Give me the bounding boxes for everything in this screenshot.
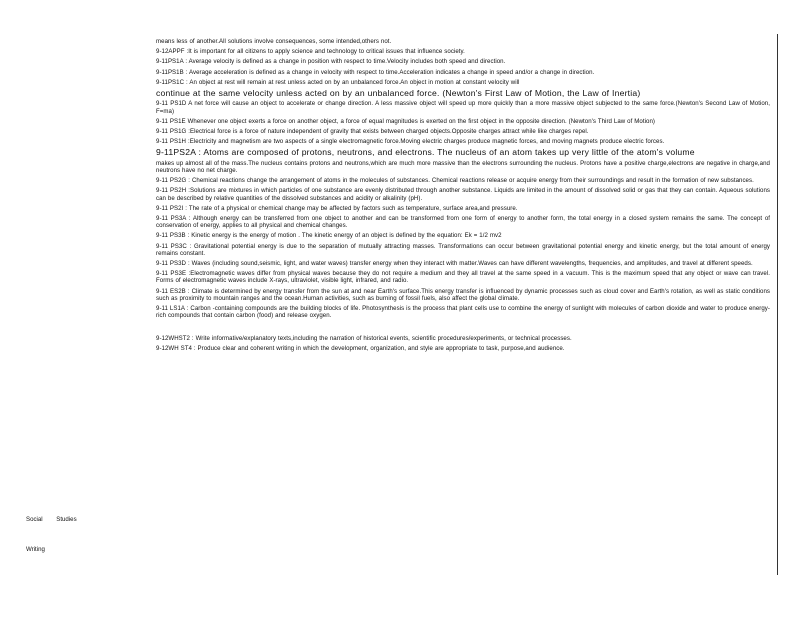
- standard-ps1d: 9-11 PS1D A net force will cause an object to accelerate or change direction. A less massive object will speed up more quickly than a more massive object subjected to the same force.(Newton's Second Law of Motion, F=ma): [156, 100, 770, 115]
- standard-ls1a: 9-11 LS1A : Carbon -containing compounds are the building blocks of life. Photosynthesis is the process that plant cells use to combine the energy of sunlight with molecules of carbon dioxide and water to produce energy-rich compounds that contain carbon (food) and release oxygen.: [156, 305, 770, 320]
- standard-ps3b: 9-11 PS3B : Kinetic energy is the energy of motion . The kinetic energy of an object is defined by the equation: Ek = 1/2 mv2: [156, 232, 502, 240]
- standard-ps2a-continued: makes up almost all of the mass.The nucleus contains protons and neutrons,which are much more massive than the electrons surrounding the nucleus. Protons have a positive charge,electrons are negative in charge,and neutrons have no net charge.: [156, 159, 770, 175]
- standard-ps1h: 9-11 PS1H :Electricity and magnetism are two aspects of a single electromagnetic force.Moving electric charges produce magnetic forces, and moving magnets produce electric forces.: [156, 138, 665, 146]
- standard-whst2: 9-12WHST2 : Write informative/explanatory texts,including the narration of historical events, scientific procedures/experiments, or technical processes.: [156, 334, 572, 342]
- standards-text: [156, 38, 770, 355]
- standard-ps1a: 9-11PS1A : Average velocity is defined as a change in position with respect to time.Velocity includes both speed and direction.: [156, 58, 506, 66]
- standard-ps1b: 9-11PS1B : Average acceleration is defined as a change in velocity with respect to time.Acceleration indicates a change in speed and/or a change in direction.: [156, 68, 595, 76]
- column-rule: [777, 34, 778, 575]
- standard-ps1g: 9-11 PS1G :Electrical force is a force of nature independent of gravity that exists between charged objects.Opposite charges attract while like charges repel.: [156, 128, 589, 136]
- standard-ps1e: 9-11 PS1E Whenever one object exerts a force on another object, a force of equal magnitudes is exerted on the first object in the opposite direction. (Newton's Third Law of Motion): [156, 117, 655, 125]
- standard-es2b: 9-11 ES2B : Climate is determined by energy transfer from the sun at and near Earth's surface.This energy transfer is influenced by dynamic processes such as cloud cover and Earth's rotation, as well as static conditions such as proximity to mountain ranges and the ocean.Human activities, such as burning of fossil fuels, also affect the global climate.: [156, 287, 770, 302]
- standard-ps2i: 9-11 PS2I : The rate of a physical or chemical change may be affected by factors such as temperature, surface area,and pressure.: [156, 204, 518, 212]
- side-label-writing: Writing: [26, 546, 45, 553]
- text-line-intro: means less of another.All solutions involve consequences, some intended,others not.: [156, 38, 392, 45]
- standard-ps2a: 9-11PS2A : Atoms are composed of protons, neutrons, and electrons. The nucleus of an atom takes up very little of the atom's volume: [156, 147, 695, 158]
- side-label-social-studies: Social Studies: [26, 516, 77, 523]
- standard-app: 9-12APPF :It is important for all citizens to apply science and technology to critical issues that influence society.: [156, 48, 465, 56]
- standard-ps3c: 9-11 PS3C : Gravitational potential energy is due to the separation of mutually attracting masses. Transformations can occur between gravitational potential energy and kinetic energy, but the total amount of energy remains constant.: [156, 242, 770, 257]
- standard-ps3e: 9-11 PS3E :Electromagnetic waves differ from physical waves because they do not require a medium and they all travel at the same speed in a vacuum. This is the maximum speed that any object or wave can travel. Forms of electromagnetic waves include X-rays, ultraviolet, visible light, infrared, and radio.: [156, 270, 770, 285]
- section-spacer: [156, 323, 770, 335]
- standard-ps1c-continued: continue at the same velocity unless acted on by an unbalanced force. (Newton's First Law of Motion, the Law of Inertia): [156, 88, 641, 99]
- standard-ps1c: 9-11PS1C : An object at rest will remain at rest unless acted on by an unbalanced force.An object in motion at constant velocity will: [156, 78, 520, 86]
- standard-ps3d: 9-11 PS3D : Waves (including sound,seismic, light, and water waves) transfer energy when they interact with matter.Waves can have different wavelengths, frequencies, and amplitudes, and travel at different speeds.: [156, 260, 753, 268]
- standard-ps2g: 9-11 PS2G : Chemical reactions change the arrangement of atoms in the molecules of substances. Chemical reactions release or acquire energy from their surroundings and result in the formation of new substances.: [156, 177, 754, 185]
- standard-ps2h: 9-11 PS2H :Solutions are mixtures in which particles of one substance are evenly distributed through another substance. Liquids are limited in the amount of dissolved solid or gas that they can contain. Aqueous solutions can be described by relative quantities of the dissolved substances and acidity or alkalinity (pH).: [156, 187, 770, 202]
- standard-ps3a: 9-11 PS3A : Although energy can be transferred from one object to another and can be transformed from one form of energy to another form, the total energy in a closed system remains the same. The concept of conservation of energy, applies to all physical and chemical changes.: [156, 215, 770, 230]
- standard-whst4: 9-12WH ST4 : Produce clear and coherent writing in which the development, organization, and style are appropriate to task, purpose,and audience.: [156, 344, 565, 352]
